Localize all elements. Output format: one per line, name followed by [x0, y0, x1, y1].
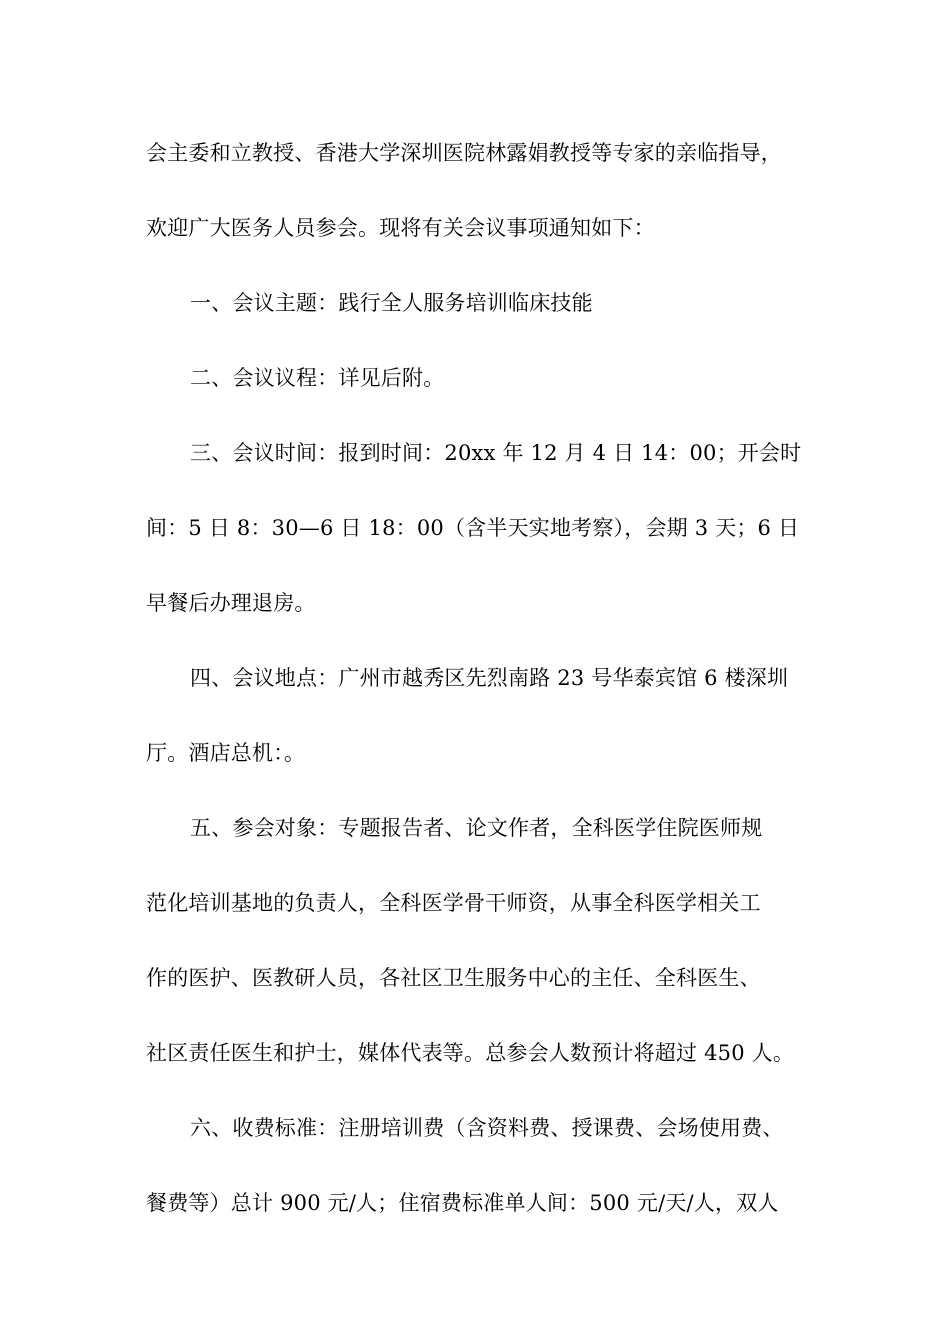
paragraph-line: 餐费等）总计 900 元/人；住宿费标准单人间：500 元/天/人，双人: [146, 1191, 779, 1215]
section-heading-1: 一、会议主题：践行全人服务培训临床技能: [190, 291, 593, 315]
paragraph-line: 社区责任医生和护士，媒体代表等。总参会人数预计将超过 450 人。: [146, 1041, 795, 1065]
section-heading-4: 四、会议地点：广州市越秀区先烈南路 23 号华泰宾馆 6 楼深圳: [190, 666, 789, 690]
paragraph-line: 厅。酒店总机：。: [146, 741, 306, 765]
section-heading-5: 五、参会对象：专题报告者、论文作者，全科医学住院医师规: [190, 816, 763, 840]
paragraph-line: 间：5 日 8：30—6 日 18：00（含半天实地考察），会期 3 天；6 日: [146, 516, 800, 540]
paragraph-line: 作的医护、医教研人员，各社区卫生服务中心的主任、全科医生、: [146, 966, 761, 990]
section-heading-2: 二、会议议程：详见后附。: [190, 366, 445, 390]
section-heading-3: 三、会议时间：报到时间：20xx 年 12 月 4 日 14：00；开会时: [190, 441, 802, 465]
paragraph-line: 早餐后办理退房。: [146, 591, 316, 615]
paragraph-line: 欢迎广大医务人员参会。现将有关会议事项通知如下：: [146, 216, 655, 240]
section-heading-6: 六、收费标准：注册培训费（含资料费、授课费、会场使用费、: [190, 1116, 784, 1140]
paragraph-line: 会主委和立教授、香港大学深圳医院林露娟教授等专家的亲临指导，: [146, 141, 782, 165]
paragraph-line: 范化培训基地的负责人，全科医学骨干师资，从事全科医学相关工: [146, 891, 761, 915]
